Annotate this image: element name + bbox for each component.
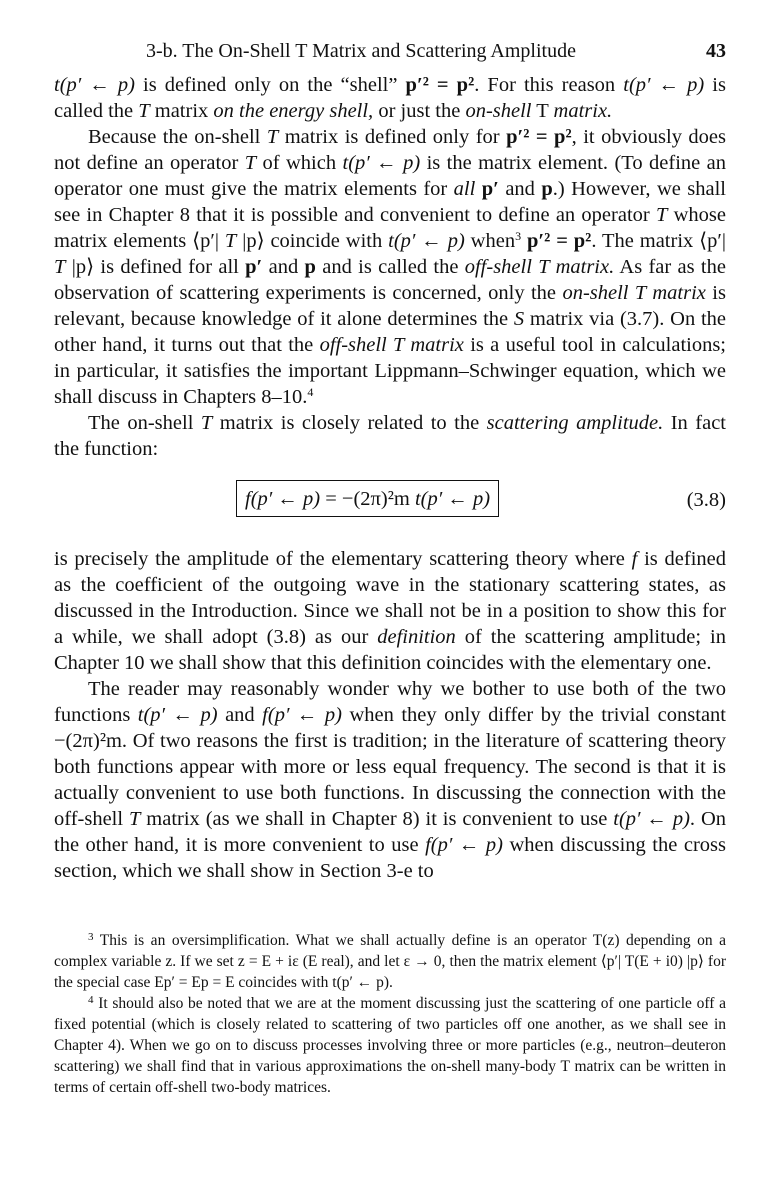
equation-number: (3.8) (686, 489, 726, 511)
page-number: 43 (706, 40, 726, 62)
footnote-text: It should also be noted that we are at the moment discussing just the scattering of one particle off a fixed potential (which is closely related to scattering of two particles off one another, as we shall see in Chapter 4). When we go on to discuss processes involving three or more particles (e.g., neutron–deuteron scattering) we shall find that in various approximations the on-shell many-body T matrix can be written in terms of certain off-shell two-body matrices. (54, 995, 726, 1096)
text: . The matrix ⟨p′| (591, 230, 726, 252)
paragraph-5 (54, 676, 726, 884)
boxed-equation (236, 480, 499, 517)
text: and (498, 178, 542, 200)
text: . On the other hand, it is more convenient to use (54, 808, 726, 856)
text: T (266, 126, 279, 148)
text: t(p′ ← p) (613, 808, 690, 830)
text: off-shell T matrix. (464, 256, 615, 278)
text: |p⟩ coincide with (236, 230, 389, 252)
text: T (655, 204, 668, 226)
text: f (631, 548, 638, 570)
text: T (138, 100, 150, 122)
text: matrix via (3.7). On the other hand, it turns out that the (54, 308, 726, 356)
footnote-4 (54, 993, 726, 1098)
text: and (262, 256, 305, 278)
text: As far as the observation of scattering experiments is concerned, only the (54, 256, 726, 304)
text: t(p′ ← p) (137, 704, 218, 726)
text: p (304, 256, 316, 278)
text: f(p′ ← p) (425, 834, 503, 856)
section-title: 3-b. The On-Shell T Matrix and Scattering Amplitude (146, 40, 576, 62)
text: f(p′ ← p) (262, 704, 342, 726)
text: matrix (149, 100, 214, 122)
text: T (54, 256, 66, 278)
text: p′ (475, 178, 499, 200)
text: on-shell T matrix (562, 282, 706, 304)
text: p (541, 178, 553, 200)
text: matrix. (553, 100, 613, 122)
text: The reader may reasonably wonder why we bother to use both of the two functions (54, 678, 726, 726)
text: when they only differ by the trivial constant −(2π)²m. Of two reasons the first is tradition; in the literature of scattering theory both functions appear with more or less equal frequency. The second is that it is actually convenient to use both functions. In discussing the connection with the off-shell (54, 704, 726, 830)
text: of which (256, 152, 343, 174)
text: of the scattering amplitude; in Chapter 10 we shall show that this definition coincides with the elementary one. (54, 626, 726, 674)
footnotes (54, 930, 726, 1098)
text: Because the on-shell (88, 126, 267, 148)
footnote-ref-3[interactable]: 3 (515, 229, 522, 243)
text: whose matrix elements ⟨p′| (54, 204, 726, 252)
text: t(p′ ← p) (54, 74, 135, 96)
equation-mid: = −(2π)²m (320, 488, 415, 510)
text: is called the (54, 74, 726, 122)
equation-rhs: t(p′ ← p) (414, 488, 491, 510)
text: T (128, 808, 141, 830)
footnote-ref-4[interactable]: 4 (307, 385, 314, 399)
text: In fact the function: (54, 412, 727, 460)
text: is precisely the amplitude of the elementary scattering theory where (54, 548, 632, 570)
text: matrix (as we shall in Chapter 8) it is convenient to use (140, 808, 614, 830)
text: is a useful tool in calculations; in particular, it satisfies the important Lippmann–Schwinger equation, which we shall discuss in Chapters 8–10. (54, 334, 727, 408)
paragraph-3 (54, 410, 726, 462)
equation-3-8 (54, 478, 726, 530)
text: and is called the (315, 256, 465, 278)
text: and (217, 704, 263, 726)
text: p′ (245, 256, 263, 278)
text: is relevant, because knowledge of it alone determines the (54, 282, 726, 330)
text: t(p′ ← p) (388, 230, 465, 252)
equation-lhs: f(p′ ← p) (245, 488, 321, 510)
paragraph-4 (54, 546, 726, 676)
text: when discussing the cross section, which we shall show in Section 3-e to (54, 834, 726, 882)
text: is defined as the coefficient of the outgoing wave in the stationary scattering states, as discussed in the Introduction. Since we shall not be in a position to show this for a while, we shall adopt (3.8) as our (54, 548, 726, 648)
text: p′² = p² (405, 74, 475, 96)
text: or just the (373, 100, 466, 122)
text: scattering amplitude. (486, 412, 664, 434)
text: T (531, 100, 554, 122)
text: t(p′ ← p) (623, 74, 705, 96)
text: |p⟩ is defined for all (65, 256, 246, 278)
text: matrix is defined only for (278, 126, 507, 148)
text: t(p′ ← p) (342, 152, 421, 174)
text: all (453, 178, 476, 200)
text: on the energy shell, (213, 100, 374, 122)
text: matrix is closely related to the (212, 412, 487, 434)
text: S (513, 308, 525, 330)
paragraph-1 (54, 72, 726, 124)
text: . For this reason (474, 74, 624, 96)
text: when (464, 230, 516, 252)
footnote-mark: 4 (88, 994, 94, 1006)
text: definition (377, 626, 456, 648)
text: The on-shell (88, 412, 201, 434)
text: p′² = p² (521, 230, 592, 252)
text: T (224, 230, 237, 252)
text: on-shell (465, 100, 532, 122)
footnote-mark: 3 (88, 931, 94, 943)
text: T (244, 152, 257, 174)
text: T (200, 412, 213, 434)
footnote-3 (54, 930, 726, 993)
footnote-text: This is an oversimplification. What we shall actually define is an operator T(z) depending on a complex variable z. If we set z = E + iε (E real), and let ε → 0, then the matrix element ⟨p′| T(E + i0) |p⟩ for the special case Ep′ = Ep = E coincides with t(p′ ← p). (54, 932, 726, 991)
text: p′² = p² (506, 126, 572, 148)
text: is defined only on the “shell” (134, 74, 406, 96)
running-header (54, 38, 726, 68)
text: , it obviously does not define an operator (54, 126, 727, 174)
text: is the matrix element. (To define an operator one must give the matrix elements for (54, 152, 726, 200)
text: off-shell T matrix (319, 334, 464, 356)
text: .) However, we shall see in Chapter 8 that it is possible and convenient to define an operator (54, 178, 726, 226)
paragraph-2 (54, 124, 726, 410)
